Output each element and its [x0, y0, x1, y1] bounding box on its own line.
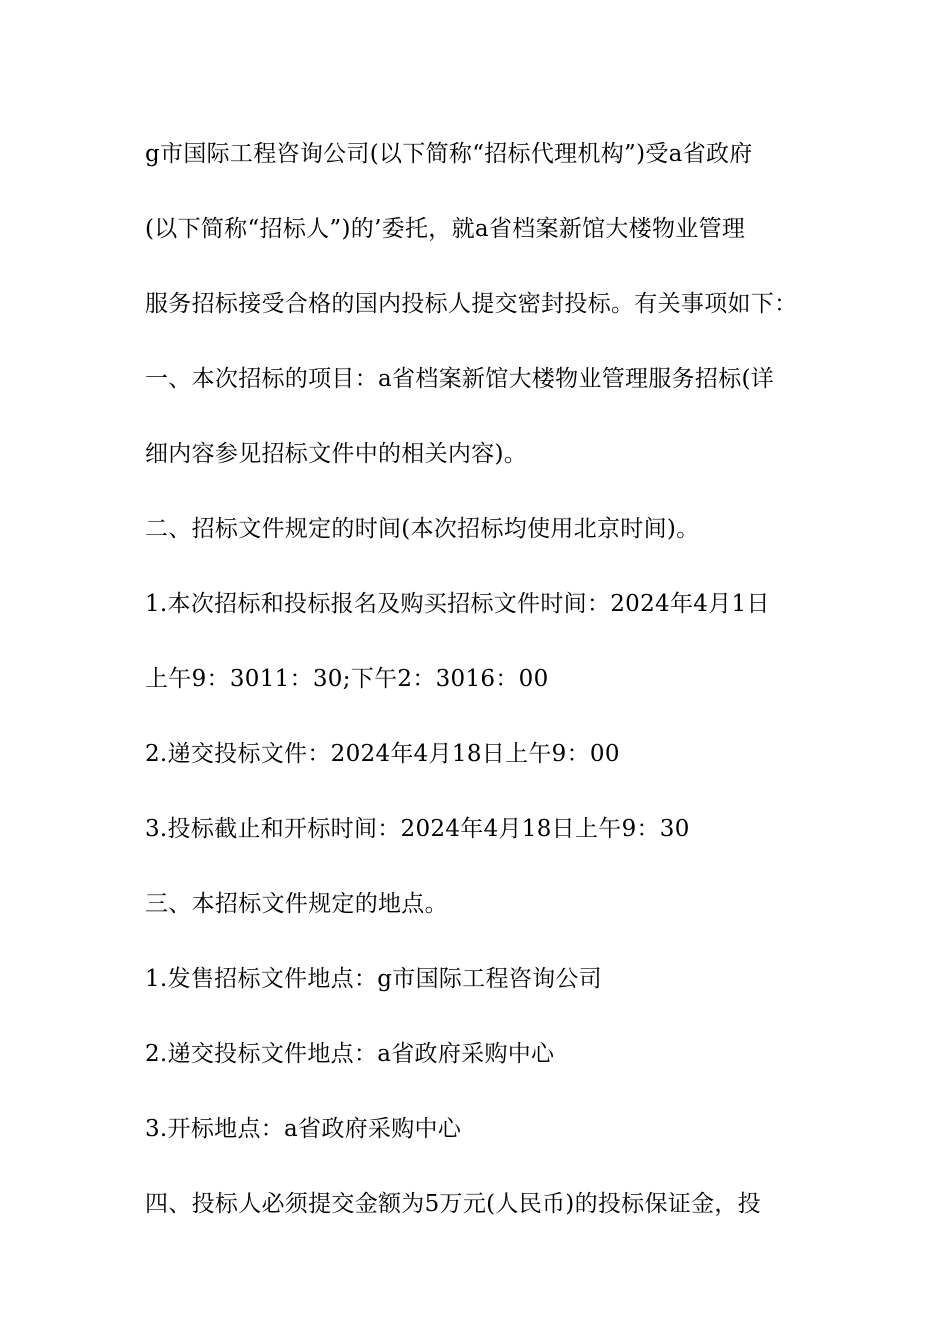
section-heading-2: 二、招标文件规定的时间(本次招标均使用北京时间)。: [145, 516, 700, 542]
list-item: 3.开标地点：a省政府采购中心: [145, 1116, 462, 1142]
section-heading-3: 三、本招标文件规定的地点。: [145, 891, 448, 917]
list-item: 3.投标截止和开标时间：2024年4月18日上午9：30: [145, 816, 690, 842]
section-heading-1: 一、本次招标的项目：a省档案新馆大楼物业管理服务招标(详: [145, 366, 775, 392]
list-item: 2.递交投标文件：2024年4月18日上午9：00: [145, 741, 620, 767]
text-line: g市国际工程咨询公司(以下简称“招标代理机构”)受a省政府: [145, 141, 753, 167]
section-heading-4: 四、投标人必须提交金额为5万元(人民币)的投标保证金，投: [145, 1191, 761, 1217]
list-item: 2.递交投标文件地点：a省政府采购中心: [145, 1041, 555, 1067]
text-line: 上午9：3011：30;下午2：3016：00: [145, 666, 549, 692]
text-line: (以下简称“招标人”)的’委托，就a省档案新馆大楼物业管理: [145, 216, 746, 242]
list-item: 1.发售招标文件地点：g市国际工程咨询公司: [145, 966, 602, 992]
list-item: 1.本次招标和投标报名及购买招标文件时间：2024年4月1日: [145, 591, 770, 617]
text-line: 服务招标接受合格的国内投标人提交密封投标。有关事项如下：: [145, 291, 798, 317]
text-line: 细内容参见招标文件中的相关内容)。: [145, 441, 528, 467]
document-body: [145, 133, 810, 1258]
